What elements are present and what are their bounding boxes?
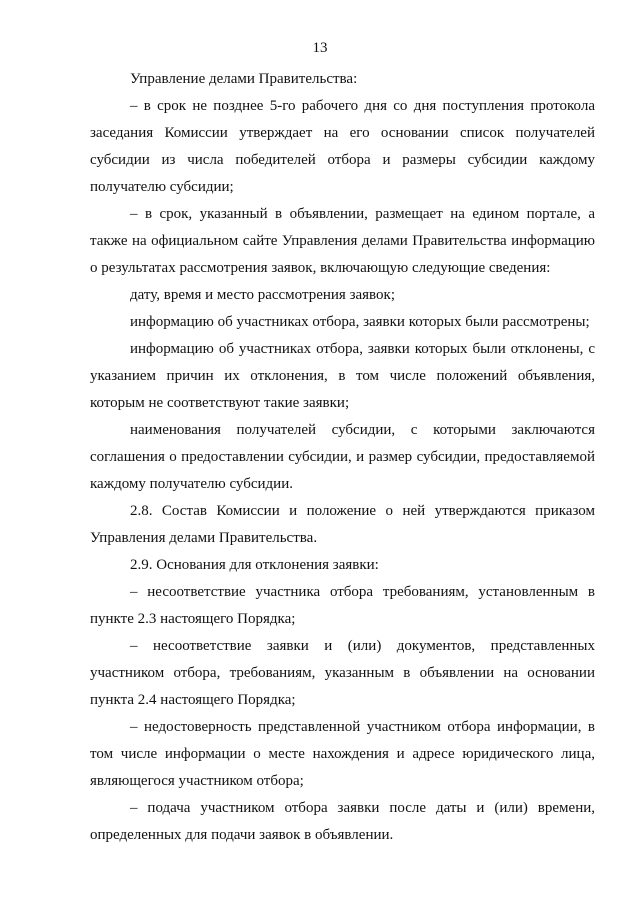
- paragraph-publish-results: – в срок, указанный в объявлении, размещает на едином портале, а также на официальном сайте Управления делами Правительства информацию о результатах рассмотрения заявок, включающую следующие сведения:: [90, 206, 595, 276]
- page-number: 13: [312, 40, 328, 56]
- paragraph-rejection-reason-1: – несоответствие участника отбора требованиям, установленным в пункте 2.3 настоящего Порядка;: [90, 584, 595, 627]
- paragraph-rejection-reason-2: – несоответствие заявки и (или) документов, представленных участником отбора, требованиям, указанным в объявлении на основании пункта 2.4 настоящего Порядка;: [90, 638, 595, 708]
- document-body: [90, 66, 595, 849]
- paragraph-authority: Управление делами Правительства:: [130, 71, 358, 87]
- paragraph-2-9: 2.9. Основания для отклонения заявки:: [130, 557, 379, 573]
- paragraph-2-8: 2.8. Состав Комиссии и положение о ней утверждаются приказом Управления делами Правительства.: [90, 503, 595, 546]
- paragraph-rejection-reason-3: – недостоверность представленной участником отбора информации, в том числе информации о месте нахождения и адресе юридического лица, являющегося участником отбора;: [90, 719, 595, 789]
- paragraph-rejected-participants: информацию об участниках отбора, заявки которых были отклонены, с указанием причин их отклонения, в том числе положений объявления, которым не соответствуют такие заявки;: [90, 341, 595, 411]
- paragraph-date-time-place: дату, время и место рассмотрения заявок;: [130, 287, 395, 303]
- paragraph-reviewed-participants: информацию об участниках отбора, заявки которых были рассмотрены;: [130, 314, 590, 330]
- paragraph-recipient-names: наименования получателей субсидии, с которыми заключаются соглашения о предоставлении субсидии, и размер субсидии, предоставляемой каждому получателю субсидии.: [90, 422, 595, 492]
- paragraph-approve-recipients: – в срок не позднее 5-го рабочего дня со дня поступления протокола заседания Комиссии утверждает на его основании список получателей субсидии из числа победителей отбора и размеры субсидии каждому получателю субсидии;: [90, 98, 595, 195]
- paragraph-rejection-reason-4: – подача участником отбора заявки после даты и (или) времени, определенных для подачи заявок в объявлении.: [90, 800, 595, 843]
